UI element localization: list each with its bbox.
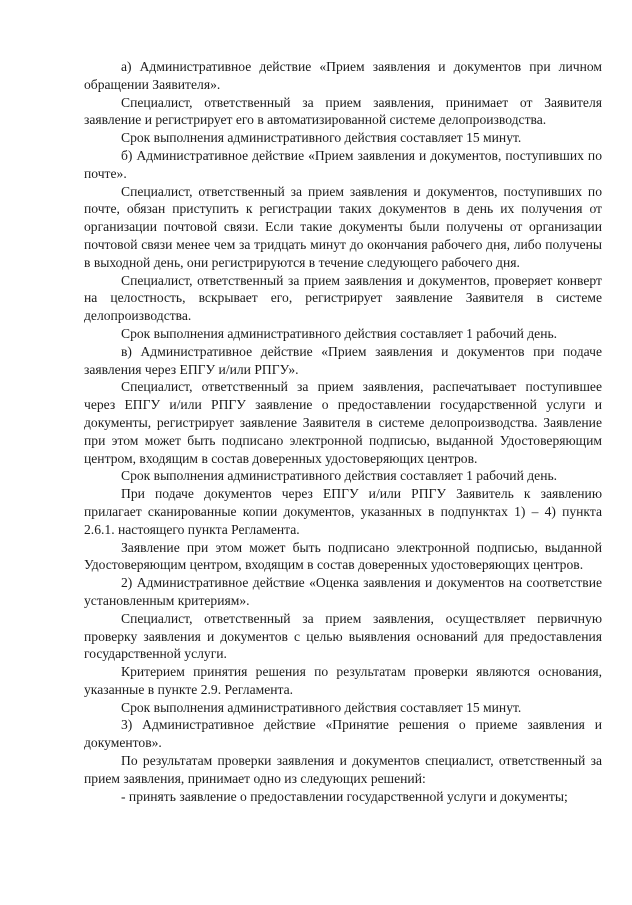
paragraph: Специалист, ответственный за прием заявления, принимает от Заявителя заявление и регистрирует его в автоматизированной системе делопроизводства. <box>84 94 602 128</box>
paragraph-a-heading: а) Административное действие «Прием заявления и документов при личном обращении Заявителя». <box>84 59 602 92</box>
paragraph: При подаче документов через ЕПГУ и/или РПГУ Заявитель к заявлению прилагает сканированные копии документов, указанных в подпунктах 1) – 4) пункта 2.6.1. настоящего пункта Регламента. <box>84 486 602 537</box>
paragraph: Специалист, ответственный за прием заявления и документов, проверяет конверт на целостность, вскрывает его, регистрирует заявление Заявителя в системе делопроизводства. <box>84 272 602 324</box>
paragraph: По результатам проверки заявления и документов специалист, ответственный за прием заявления, принимает одно из следующих решений: <box>84 753 602 786</box>
paragraph-3-heading: 3) Административное действие «Принятие решения о приеме заявления и документов». <box>84 717 602 751</box>
paragraph-deadline: Срок выполнения административного действия составляет 15 минут. <box>121 130 522 146</box>
paragraph: Критерием принятия решения по результатам проверки являются основания, указанные в пункте 2.9. Регламента. <box>84 664 602 697</box>
paragraph: Специалист, ответственный за прием заявления и документов, поступивших по почте, обязан приступить к регистрации таких документов в день их получения от организации почтовой связи. Если такие документы были получены от организации почтовой связи менее чем за тридцать минут до окончания рабочего дня, либо получены в выходной день, они регистрируются в течение следующего рабочего дня. <box>84 183 602 270</box>
paragraph-v-heading: в) Административное действие «Прием заявления и документов при подаче заявления через ЕПГУ и/или РПГУ». <box>84 343 602 377</box>
paragraph: Заявление при этом может быть подписано электронной подписью, выданной Удостоверяющим центром, входящим в состав доверенных удостоверяющих центров. <box>84 539 602 573</box>
paragraph-deadline: Срок выполнения административного действия составляет 1 рабочий день. <box>121 468 558 484</box>
paragraph-deadline: Срок выполнения административного действия составляет 15 минут. <box>121 699 522 715</box>
paragraph-deadline: Срок выполнения административного действия составляет 1 рабочий день. <box>121 325 558 341</box>
paragraph: Специалист, ответственный за прием заявления, распечатывает поступившее через ЕПГУ и/или РПГУ заявление о предоставлении государственной услуги и документы, регистрирует заявление Заявителя в системе делопроизводства. Заявление при этом может быть подписано электронной подписью, выданной Удостоверяющим центром, входящим в состав доверенных удостоверяющих центров. <box>84 379 602 466</box>
paragraph-b-heading: б) Административное действие «Прием заявления и документов, поступивших по почте». <box>84 147 602 181</box>
paragraph: Специалист, ответственный за прием заявления, осуществляет первичную проверку заявления и документов с целью выявления оснований для предоставления государственной услуги. <box>84 610 602 662</box>
document-page <box>84 58 602 805</box>
list-item: - принять заявление о предоставлении государственной услуги и документы; <box>121 788 568 804</box>
paragraph-2-heading: 2) Административное действие «Оценка заявления и документов на соответствие установленным критериям». <box>84 575 602 608</box>
